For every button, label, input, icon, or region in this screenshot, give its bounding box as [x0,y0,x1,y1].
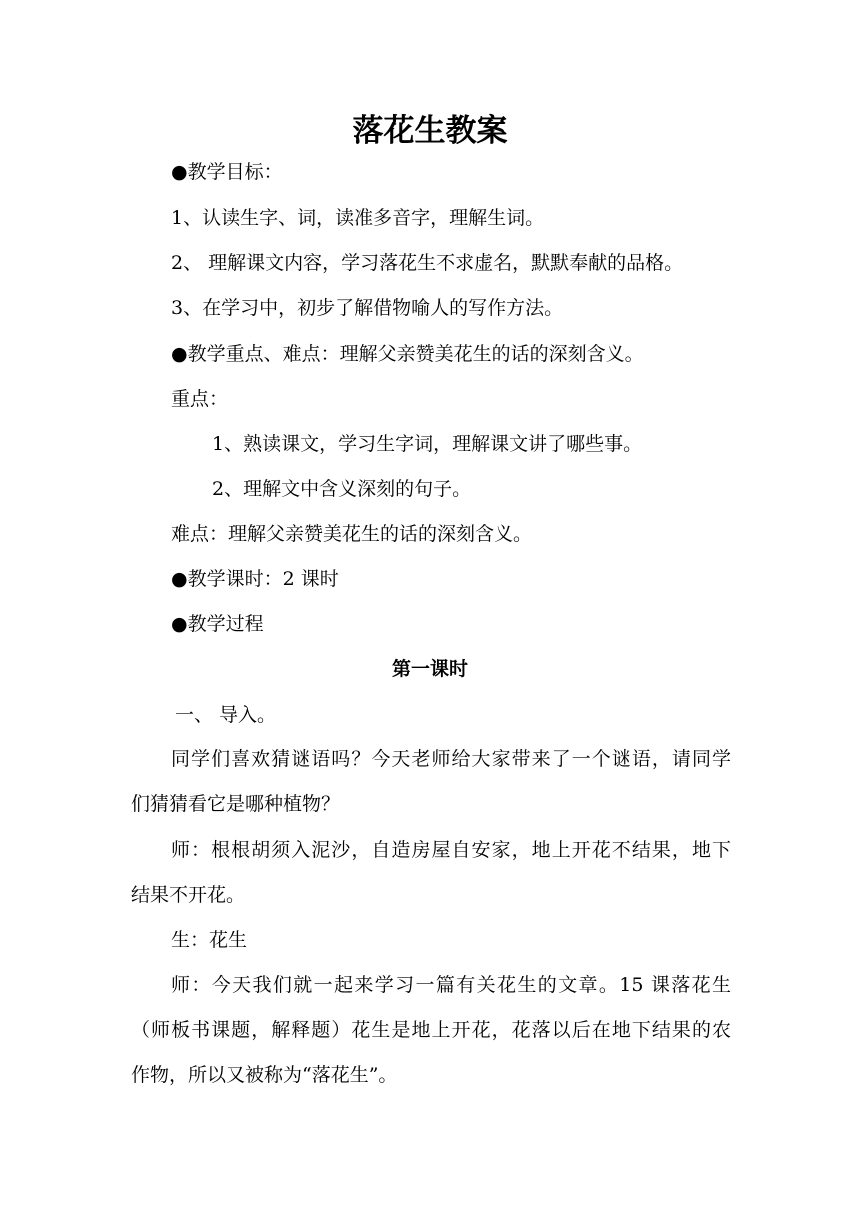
key-difficult-points: ●教学重点、难点：理解父亲赞美花生的话的深刻含义。 [171,343,644,365]
paragraph-3: 生：花生 [171,929,248,951]
paragraph-4-line-1: 师：今天我们就一起来学习一篇有关花生的文章。15 课落花生 [171,974,731,996]
objective-1: 1、认读生字、词，读准多音字，理解生词。 [171,207,545,229]
paragraph-2-line-2: 结果不开花。 [131,884,246,906]
document-title: 落花生教案 [352,113,508,149]
class-hours: ●教学课时：2 课时 [171,568,339,590]
objective-2: 2、 理解课文内容，学习落花生不求虚名，默默奉献的品格。 [171,252,684,274]
key-point-2: 2、理解文中含义深刻的句子。 [212,478,472,500]
paragraph-1-line-1: 同学们喜欢猜谜语吗？今天老师给大家带来了一个谜语，请同学 [171,748,731,770]
paragraph-1-line-2: 们猜猜看它是哪种植物？ [131,793,341,815]
paragraph-4-line-2: （师板书课题，解释题）花生是地上开花，花落以后在地下结果的农 [131,1019,731,1041]
paragraph-4-line-3: 作物，所以又被称为“落花生”。 [131,1064,398,1086]
objectives-heading: ●教学目标： [171,161,283,183]
paragraph-2-line-1: 师：根根胡须入泥沙，自造房屋自安家，地上开花不结果，地下 [171,839,731,861]
key-point-1: 1、熟读课文，学习生字词，理解课文讲了哪些事。 [212,433,643,455]
key-points-label: 重点： [171,388,229,410]
lesson-heading: 第一课时 [391,658,468,680]
difficulty: 难点：理解父亲赞美花生的话的深刻含义。 [171,523,533,545]
objective-3: 3、在学习中，初步了解借物喻人的写作方法。 [171,297,564,319]
process-heading: ●教学过程 [171,613,264,635]
section-intro: 一、 导入。 [175,704,277,726]
